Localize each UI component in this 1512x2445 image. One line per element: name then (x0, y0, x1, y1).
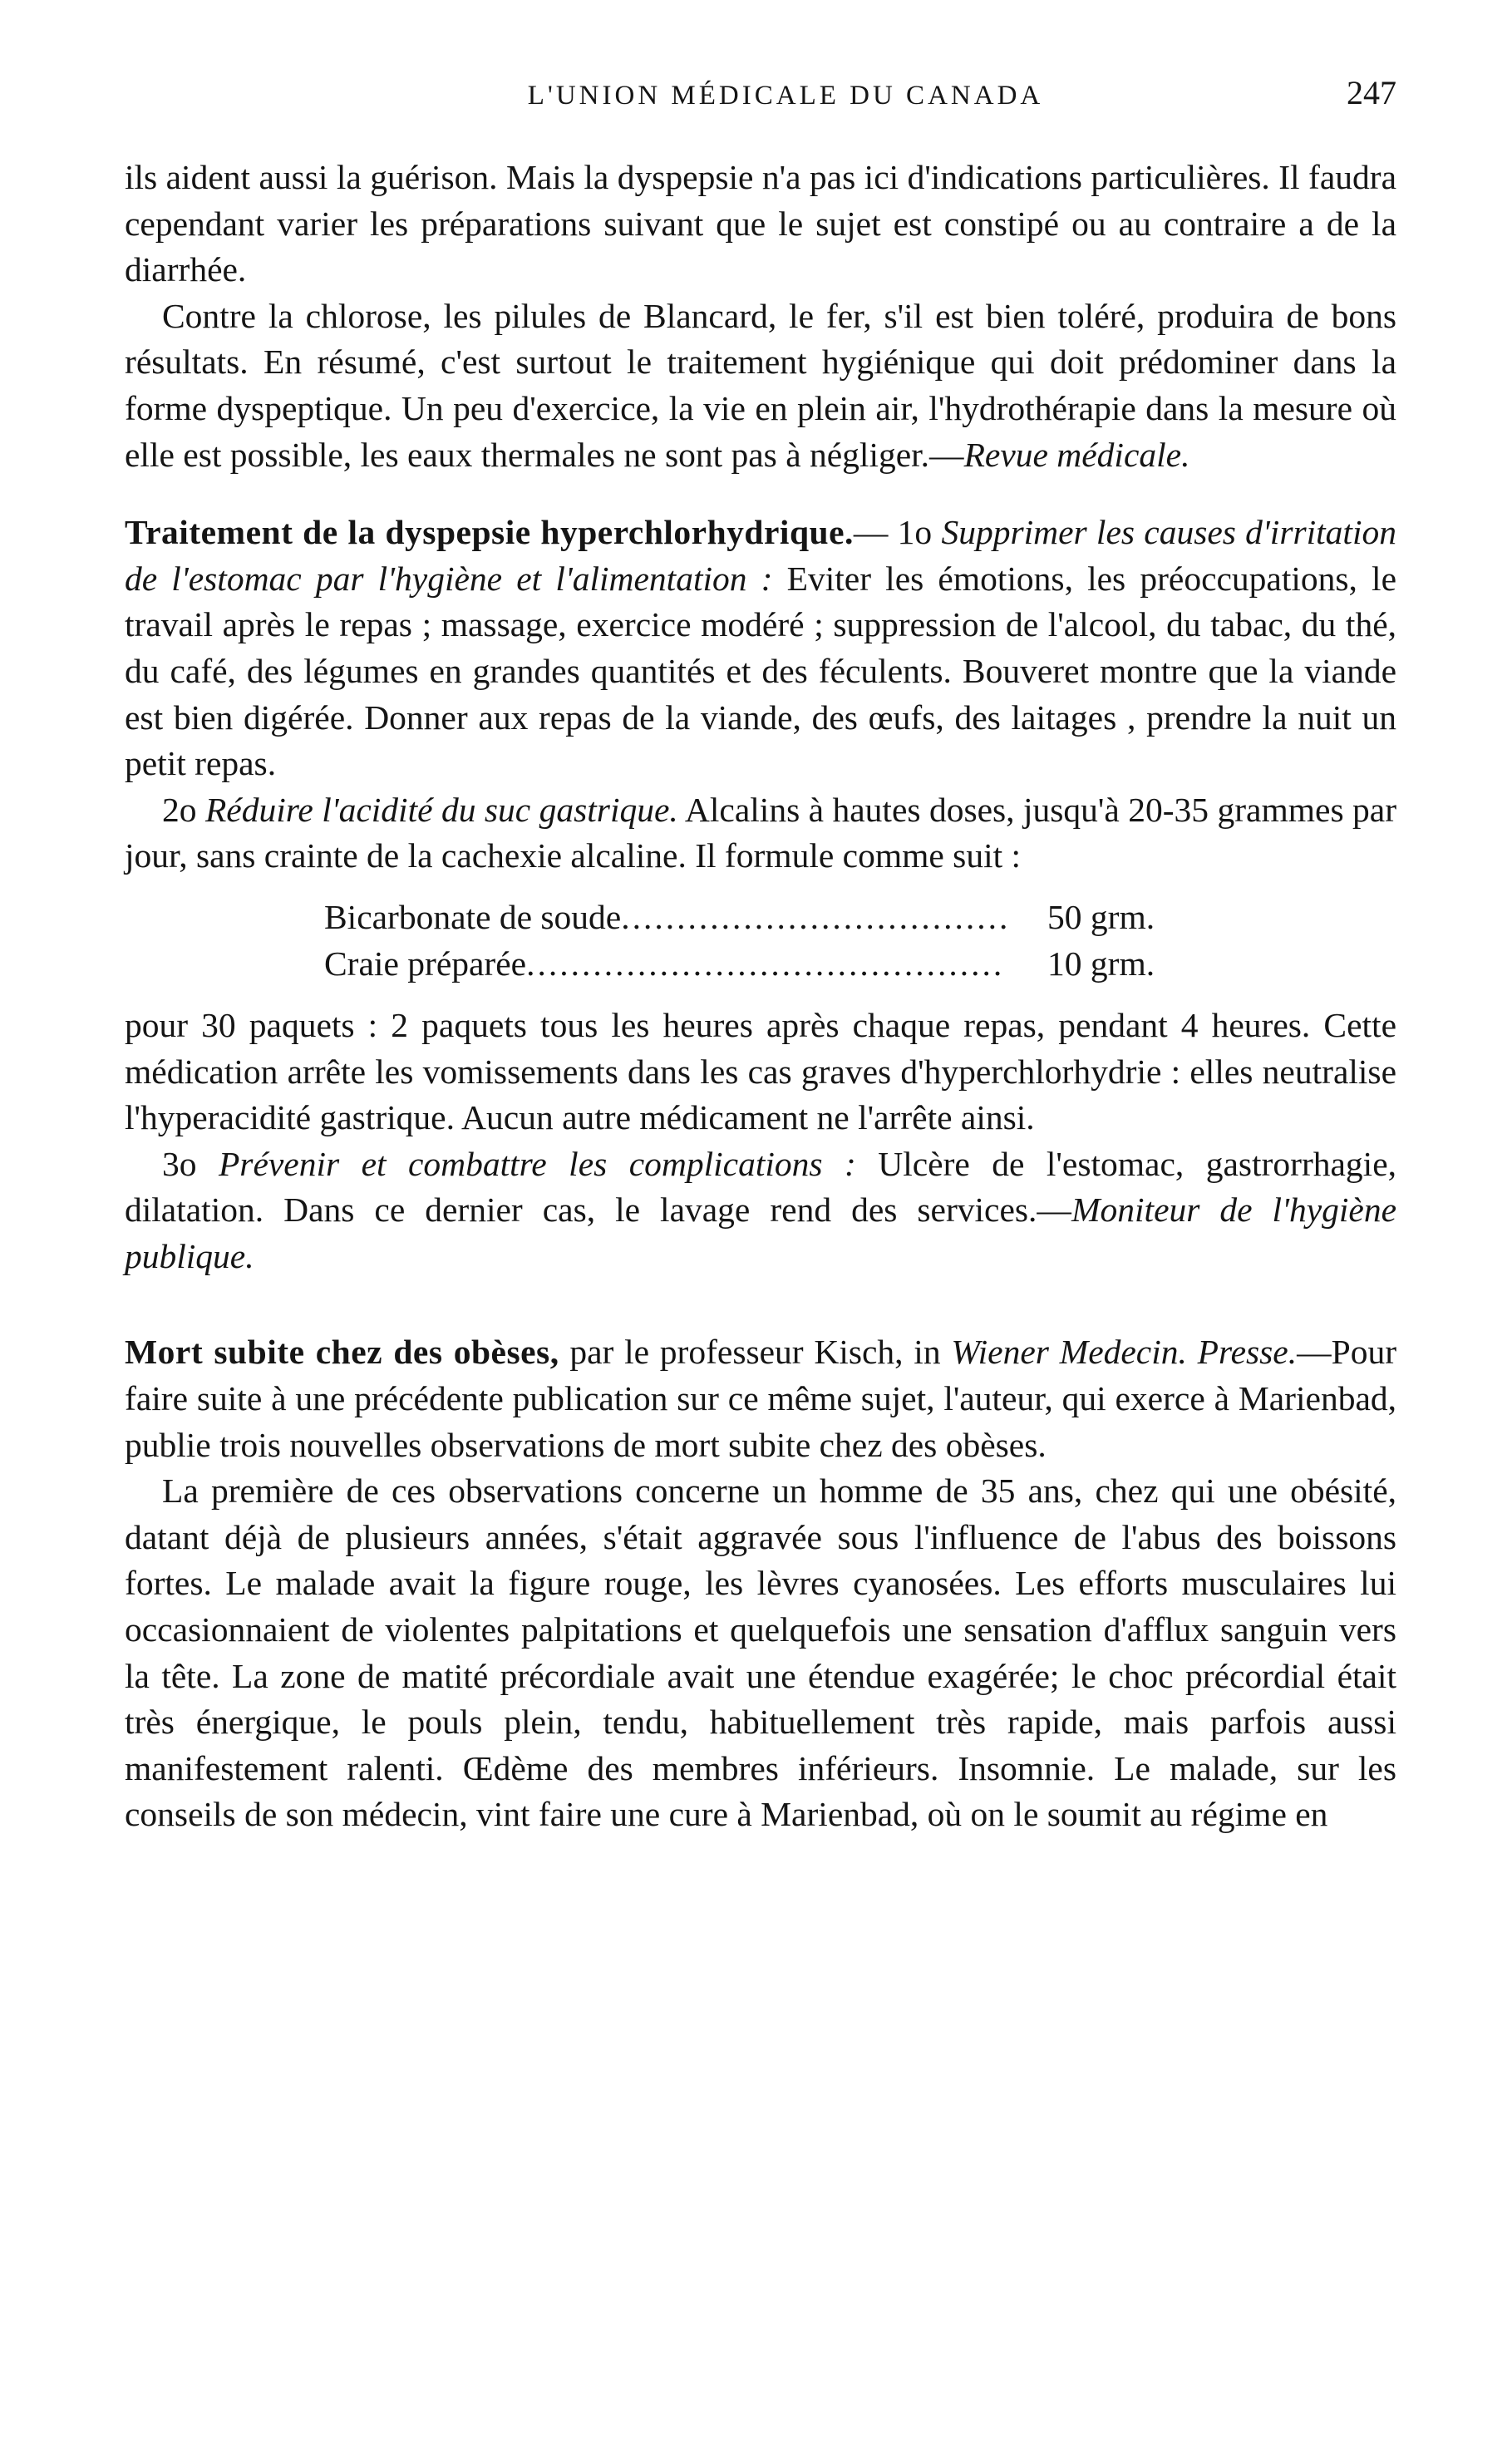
page-body (125, 155, 1396, 1838)
paragraph-chlorose (125, 293, 1396, 478)
item-text: Eviter les émotions, les préoccupations, le travail après le repas ; massage, exercice modéré ; suppression de l'alcool, du tabac, du thé, du café, des légumes en grandes quantités et des féculents. Bouveret montre que la viande est bien digérée. Donner aux repas de la viande, des œufs, des laitages , prendre la nuit un petit repas. (125, 559, 1397, 783)
formula-ingredient: Bicarbonate de soude (324, 897, 622, 936)
running-header (125, 73, 1396, 131)
leader-dots (621, 895, 1006, 941)
paragraph-item-3 (125, 1141, 1396, 1280)
article-hyperchlorhydrie (125, 510, 1396, 787)
prescription-formula (324, 895, 1214, 988)
article-title: Traitement de la dyspepsie hyperchlorhydrique. (125, 513, 854, 552)
source-citation: Revue médicale. (963, 435, 1190, 474)
journal-title: L'UNION MÉDICALE DU CANADA (527, 81, 1044, 111)
item-number: 2o (162, 790, 205, 829)
leader-dots (526, 941, 1006, 988)
formula-quantity: 50 grm. (1047, 897, 1155, 936)
item-heading: Réduire l'acidité du suc gastrique. (204, 790, 678, 829)
article-mort-subite (125, 1329, 1396, 1468)
item-heading: Supprimer les causes d'irritation de l'estomac par l'hygiène et l'alimentation : (125, 513, 1396, 598)
item-heading: Prévenir et combattre les complications : (218, 1144, 856, 1183)
paragraph-continuation: ils aident aussi la guérison. Mais la dyspepsie n'a pas ici d'indications particulières. Il faudra cependant varier les préparations suivant que le sujet est constipé ou au contraire a de la diarrhée. (125, 158, 1396, 289)
formula-ingredient: Craie préparée (324, 944, 527, 983)
item-number: 3o (162, 1144, 219, 1183)
formula-row (324, 895, 1214, 941)
item-text: Ulcère de l'estomac, gastrorrhagie, dilatation. Dans ce dernier cas, le lavage rend des services.— (125, 1144, 1397, 1230)
item-text: Alcalins à hautes doses, jusqu'à 20-35 grammes par jour, sans crainte de la cachexie alcaline. Il formule comme suit : (125, 790, 1397, 875)
article-title: Mort subite chez des obèses, (125, 1333, 559, 1372)
page-number: 247 (1347, 74, 1396, 111)
formula-quantity: 10 grm. (1047, 944, 1155, 983)
paragraph-item-2 (125, 787, 1396, 880)
paragraph-text: Contre la chlorose, les pilules de Blancard, le fer, s'il est bien toléré, produira de bons résultats. En résumé, c'est surtout le traitement hygiénique qui doit prédominer dans la forme dyspeptique. Un peu d'exercice, la vie en plein air, l'hydrothérapie dans la mesure où elle est possible, les eaux thermales ne sont pas à négliger.— (125, 296, 1396, 474)
source-citation: Moniteur de l'hygiène publique. (125, 1190, 1396, 1275)
paragraph-dosage: pour 30 paquets : 2 paquets tous les heures après chaque repas, pendant 4 heures. Cette médication arrête les vomissements dans les cas graves d'hyperchlorhydrie : elles neutralise l'hyperacidité gastrique. Aucun autre médicament ne l'arrête ainsi. (125, 1005, 1396, 1137)
formula-row (324, 941, 1214, 988)
paragraph-observation: La première de ces observations concerne un homme de 35 ans, chez qui une obésité, datant déjà de plusieurs années, s'était aggravée sous l'influence de l'abus des boissons fortes. Le malade avait la figure rouge, les lèvres cyanosées. Les efforts musculaires lui occasionnaient de violentes palpitations et quelquefois une sensation d'afflux sanguin vers la tête. La zone de matité précordiale avait une étendue exagérée; le choc précordial était très énergique, le pouls plein, tendu, habituellement très rapide, mais parfois aussi manifestement ralenti. Œdème des membres inférieurs. Insomnie. Le malade, sur les conseils de son médecin, vint faire une cure à Marienbad, où on le soumit au régime en (125, 1471, 1396, 1834)
article-intro: par le professeur Kisch, in (559, 1333, 952, 1372)
item-lead: — 1o (853, 513, 942, 552)
article-intro-text: —Pour faire suite à une précédente publication sur ce même sujet, l'auteur, qui exerce à Marienbad, publie trois nouvelles observations de mort subite chez des obèses. (125, 1333, 1397, 1464)
source-citation: Wiener Medecin. Presse. (951, 1333, 1298, 1372)
